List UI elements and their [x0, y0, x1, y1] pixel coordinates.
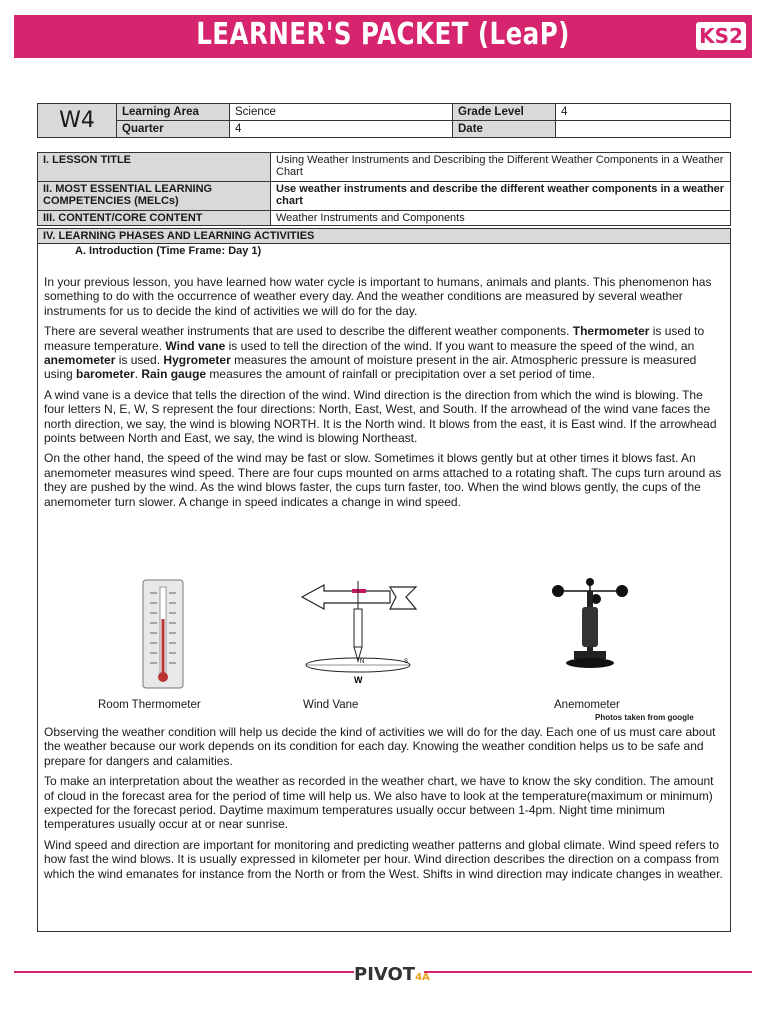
- week-label: W4: [38, 104, 117, 138]
- paragraph-2: There are several weather instruments that are used to describe the different weather components. Thermometer is used to measure temperature. Wind vane is used to tell the direction of the wind. If you want to measure the speed of the wind, an anemometer is used. Hygrometer measures the amount of moisture present in the air. Atmospheric pressure is measured using barometer. Rain gauge measures the amount of rainfall or precipitation over a set period of time.: [44, 324, 705, 382]
- thermometer-image: [142, 579, 184, 689]
- info-table: [37, 103, 731, 138]
- lesson-table: [37, 152, 731, 226]
- melc-label: II. MOST ESSENTIAL LEARNING COMPETENCIES (MELCs): [38, 182, 271, 211]
- lesson-title: Using Weather Instruments and Describing the Different Weather Components in a Weather Chart: [271, 153, 731, 182]
- grade-level-label: Grade Level: [453, 104, 556, 121]
- figures-row: [38, 567, 730, 722]
- pivot-logo: PIVOT4A: [354, 964, 430, 985]
- paragraph-4: On the other hand, the speed of the wind may be fast or slow. Sometimes it blows gently but at other times it blows fast. An anemometer measures wind speed. There are four cups mounted on arms attached to a rotating shaft. The cups turn around as they are pushed by the wind. As the wind blows faster, the cups turn faster, too. When the wind blows gently, the cups of the anemometer turn slower. A change in speed indicates a change in wind speed.: [44, 451, 722, 509]
- learning-area-value: Science: [230, 104, 453, 121]
- grade-level-value: 4: [556, 104, 731, 121]
- date-value: [556, 121, 731, 138]
- text-block-bottom: [44, 725, 724, 887]
- section-heading: IV. LEARNING PHASES AND LEARNING ACTIVITIES: [38, 229, 730, 244]
- learning-activities: [37, 228, 731, 932]
- vane-letter-n: N: [360, 659, 365, 665]
- paragraph-5: Observing the weather condition will help us decide the kind of activities we will do for the day. Each one of us must care about the weather because our work depends on its condition for each day. Knowing the weather condition helps us to be safe and prepare for dangers and calamities.: [44, 725, 716, 768]
- content-text: Weather Instruments and Components: [271, 211, 731, 226]
- lesson-title-label: I. LESSON TITLE: [38, 153, 271, 182]
- paragraph-1: In your previous lesson, you have learned how water cycle is important to humans, animals and plants. This phenomenon has something to do with the occurrence of weather every day. And the weather conditions are measured by several weather instruments for us to decide the kind of activities we will do for the day.: [44, 275, 712, 318]
- text-block-top: [44, 275, 724, 515]
- paragraph-7: Wind speed and direction are important for monitoring and predicting weather patterns and global climate. Wind speed refers to how fast the wind blows. It is usually expressed in kilometer per hour. Wind direction describes the direction on a compass from which the wind emanates for instance from the North or from the West. Shifts in wind direction may indicate changes in weather.: [44, 837, 723, 881]
- photo-credit: Photos taken from google: [595, 713, 694, 722]
- paragraph-6: To make an interpretation about the weather as recorded in the weather chart, we have to know the sky condition. The amount of cloud in the forecast area for the period of time will help us. We also have to look at the temperature(maximum or minimum) expected for the forecast period. Daytime maximum temperatures usually occur between 1-4pm. Night time minimum temperatures usually occur at or near sunrise.: [44, 774, 714, 832]
- wind-vane-image: [300, 579, 426, 687]
- quarter-label: Quarter: [117, 121, 230, 138]
- anemometer-caption: Anemometer: [554, 699, 620, 711]
- melc-text: Use weather instruments and describe the different weather components in a weather chart: [271, 182, 731, 211]
- header-banner: [14, 15, 752, 58]
- paragraph-3: A wind vane is a device that tells the direction of the wind. Wind direction is the direction from which the wind is blowing. The four letters N, E, W, S represent the four directions: North, East, West, and South. If the arrowhead of the wind vane faces the north direction, we say, the wind is blowing NORTH. It is the North wind. It blows from the east, it is East wind. If the arrowhead points between North and East, we say, the wind is blowing Northeast.: [44, 387, 717, 446]
- ks2-badge: KS2: [696, 22, 746, 50]
- vane-letter-s: S: [404, 659, 409, 665]
- vane-letter-w: W: [354, 675, 363, 685]
- wind-vane-caption: Wind Vane: [303, 699, 359, 711]
- quarter-value: 4: [230, 121, 453, 138]
- anemometer-image: [550, 577, 630, 687]
- date-label: Date: [453, 121, 556, 138]
- learning-area-label: Learning Area: [117, 104, 230, 121]
- thermometer-caption: Room Thermometer: [98, 699, 201, 711]
- intro-heading: A. Introduction (Time Frame: Day 1): [75, 245, 262, 257]
- packet-title: LEARNER'S PACKET (LeaP): [196, 17, 570, 52]
- content-label: III. CONTENT/CORE CONTENT: [38, 211, 271, 226]
